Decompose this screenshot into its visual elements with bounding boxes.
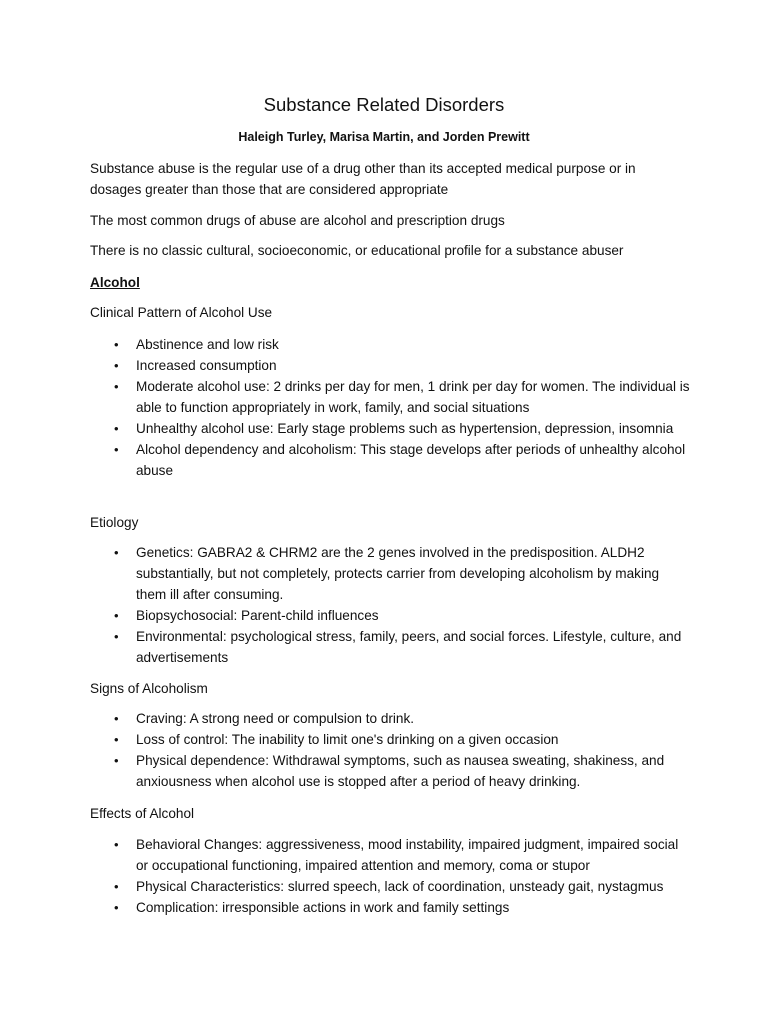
effects-list — [90, 834, 690, 918]
intro-paragraph-3: There is no classic cultural, socioeconomic, or educational profile for a substance abuser — [90, 243, 624, 258]
bullet-icon: • — [114, 608, 119, 623]
list-item: • Increased consumption — [90, 355, 690, 376]
bullet-icon: • — [114, 421, 119, 436]
list-item: • Alcohol dependency and alcoholism: This stage develops after periods of unhealthy alcohol abuse — [90, 439, 690, 481]
bullet-icon: • — [114, 379, 119, 394]
clinical-pattern-list — [90, 334, 690, 481]
subheading-effects: Effects of Alcohol — [90, 806, 195, 821]
list-item: • Complication: irresponsible actions in work and family settings — [90, 897, 690, 918]
bullet-icon: • — [114, 358, 119, 373]
list-item: • Physical dependence: Withdrawal symptoms, such as nausea sweating, shakiness, and anxiousness when alcohol use is stopped after a period of heavy drinking. — [90, 750, 690, 792]
list-item: • Craving: A strong need or compulsion to drink. — [90, 708, 690, 729]
bullet-icon: • — [114, 711, 119, 726]
bullet-icon: • — [114, 337, 119, 352]
list-item: • Biopsychosocial: Parent-child influences — [90, 605, 690, 626]
bullet-icon: • — [114, 879, 119, 894]
bullet-icon: • — [114, 545, 119, 560]
etiology-list — [90, 542, 690, 668]
bullet-icon: • — [114, 837, 119, 852]
list-item: • Abstinence and low risk — [90, 334, 690, 355]
document-authors: Haleigh Turley, Marisa Martin, and Jorden Prewitt — [238, 130, 530, 144]
signs-list — [90, 708, 690, 792]
bullet-icon: • — [114, 442, 119, 457]
subheading-etiology: Etiology — [90, 515, 139, 530]
document-title: Substance Related Disorders — [263, 94, 505, 115]
list-item: • Genetics: GABRA2 & CHRM2 are the 2 genes involved in the predisposition. ALDH2 substantially, but not completely, protects carrier from developing alcoholism by making them ill after consuming. — [90, 542, 690, 605]
list-item: • Physical Characteristics: slurred speech, lack of coordination, unsteady gait, nystagmus — [90, 876, 690, 897]
list-item: • Loss of control: The inability to limit one's drinking on a given occasion — [90, 729, 690, 750]
list-item: • Unhealthy alcohol use: Early stage problems such as hypertension, depression, insomnia — [90, 418, 690, 439]
list-item: • Environmental: psychological stress, family, peers, and social forces. Lifestyle, culture, and advertisements — [90, 626, 690, 668]
list-item: • Behavioral Changes: aggressiveness, mood instability, impaired judgment, impaired social or occupational functioning, impaired attention and memory, coma or stupor — [90, 834, 690, 876]
subheading-clinical-pattern: Clinical Pattern of Alcohol Use — [90, 305, 273, 320]
bullet-icon: • — [114, 629, 119, 644]
subheading-signs: Signs of Alcoholism — [90, 681, 208, 696]
section-heading-alcohol: Alcohol — [90, 275, 140, 290]
bullet-icon: • — [114, 900, 119, 915]
bullet-icon: • — [114, 732, 119, 747]
intro-paragraph-2: The most common drugs of abuse are alcohol and prescription drugs — [90, 213, 505, 228]
list-item: • Moderate alcohol use: 2 drinks per day for men, 1 drink per day for women. The individual is able to function appropriately in work, family, and social situations — [90, 376, 690, 418]
intro-paragraph-1: Substance abuse is the regular use of a drug other than its accepted medical purpose or in dosages greater than those that are considered appropriate — [90, 161, 636, 197]
bullet-icon: • — [114, 753, 119, 768]
